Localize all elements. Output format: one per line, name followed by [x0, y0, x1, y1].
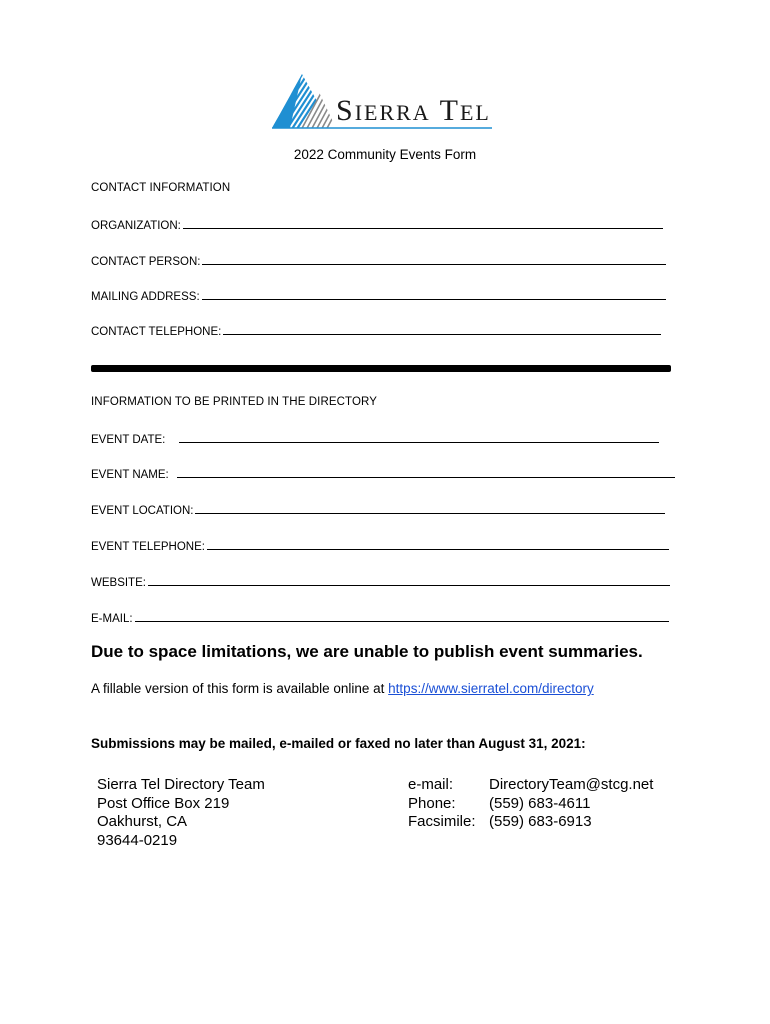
website-input-line[interactable] — [148, 585, 670, 586]
website-field[interactable] — [91, 573, 670, 589]
contact-values — [489, 776, 653, 832]
contact-person-label: CONTACT PERSON: — [91, 256, 201, 268]
event-location-input-line[interactable] — [195, 513, 665, 514]
organization-label: ORGANIZATION: — [91, 220, 181, 232]
organization-input-line[interactable] — [183, 228, 663, 229]
logo-wordmark: SIERRA TEL — [336, 94, 491, 127]
email-contact-label: e-mail: — [408, 776, 454, 793]
contact-telephone-label: CONTACT TELEPHONE: — [91, 326, 222, 338]
event-telephone-field[interactable] — [91, 537, 669, 553]
directory-link[interactable]: https://www.sierratel.com/directory — [388, 681, 594, 696]
fillable-text: A fillable version of this form is available online at — [91, 681, 385, 696]
submission-deadline: Submissions may be mailed, e-mailed or faxed no later than August 31, 2021: — [91, 736, 586, 751]
email-field[interactable] — [91, 609, 669, 625]
address-line: Post Office Box 219 — [97, 794, 230, 812]
directory-section-heading: INFORMATION TO BE PRINTED IN THE DIRECTORY — [91, 396, 377, 408]
event-location-field[interactable] — [91, 501, 665, 517]
fillable-form-note — [91, 681, 594, 696]
event-location-label: EVENT LOCATION: — [91, 505, 194, 517]
contact-person-input-line[interactable] — [202, 264, 666, 265]
event-date-field[interactable] — [91, 430, 659, 446]
mailing-address-input-line[interactable] — [202, 299, 666, 300]
contact-labels — [408, 776, 476, 832]
phone-contact-label: Phone: — [408, 794, 456, 812]
event-name-label: EVENT NAME: — [91, 469, 169, 481]
address-line: 93644-0219 — [97, 831, 178, 849]
form-title: 2022 Community Events Form — [293, 147, 477, 162]
section-divider — [91, 365, 671, 372]
phone-contact-value: (559) 683-4611 — [489, 794, 591, 812]
event-name-input-line[interactable] — [177, 477, 675, 478]
contact-telephone-input-line[interactable] — [223, 334, 661, 335]
event-telephone-label: EVENT TELEPHONE: — [91, 541, 205, 553]
mailing-address-block — [97, 776, 265, 850]
address-line: Oakhurst, CA — [97, 813, 188, 830]
fax-contact-value: (559) 683-6913 — [489, 813, 592, 830]
event-name-field[interactable] — [91, 465, 675, 481]
email-contact-value: DirectoryTeam@stcg.net — [489, 776, 654, 793]
email-input-line[interactable] — [135, 621, 669, 622]
event-date-input-line[interactable] — [179, 442, 659, 443]
website-label: WEBSITE: — [91, 577, 146, 589]
contact-person-field[interactable] — [91, 252, 666, 268]
contact-telephone-field[interactable] — [91, 322, 661, 338]
email-label: E-MAIL: — [91, 613, 133, 625]
space-limitations-notice: Due to space limitations, we are unable to publish event summaries. — [91, 642, 643, 661]
mailing-address-field[interactable] — [91, 287, 666, 303]
sierra-tel-logo — [270, 70, 500, 132]
mailing-address-label: MAILING ADDRESS: — [91, 291, 200, 303]
address-line: Sierra Tel Directory Team — [97, 776, 265, 793]
event-date-label: EVENT DATE: — [91, 434, 166, 446]
organization-field[interactable] — [91, 216, 663, 232]
contact-section-heading: CONTACT INFORMATION — [91, 182, 231, 194]
event-telephone-input-line[interactable] — [207, 549, 669, 550]
fax-contact-label: Facsimile: — [408, 813, 476, 830]
